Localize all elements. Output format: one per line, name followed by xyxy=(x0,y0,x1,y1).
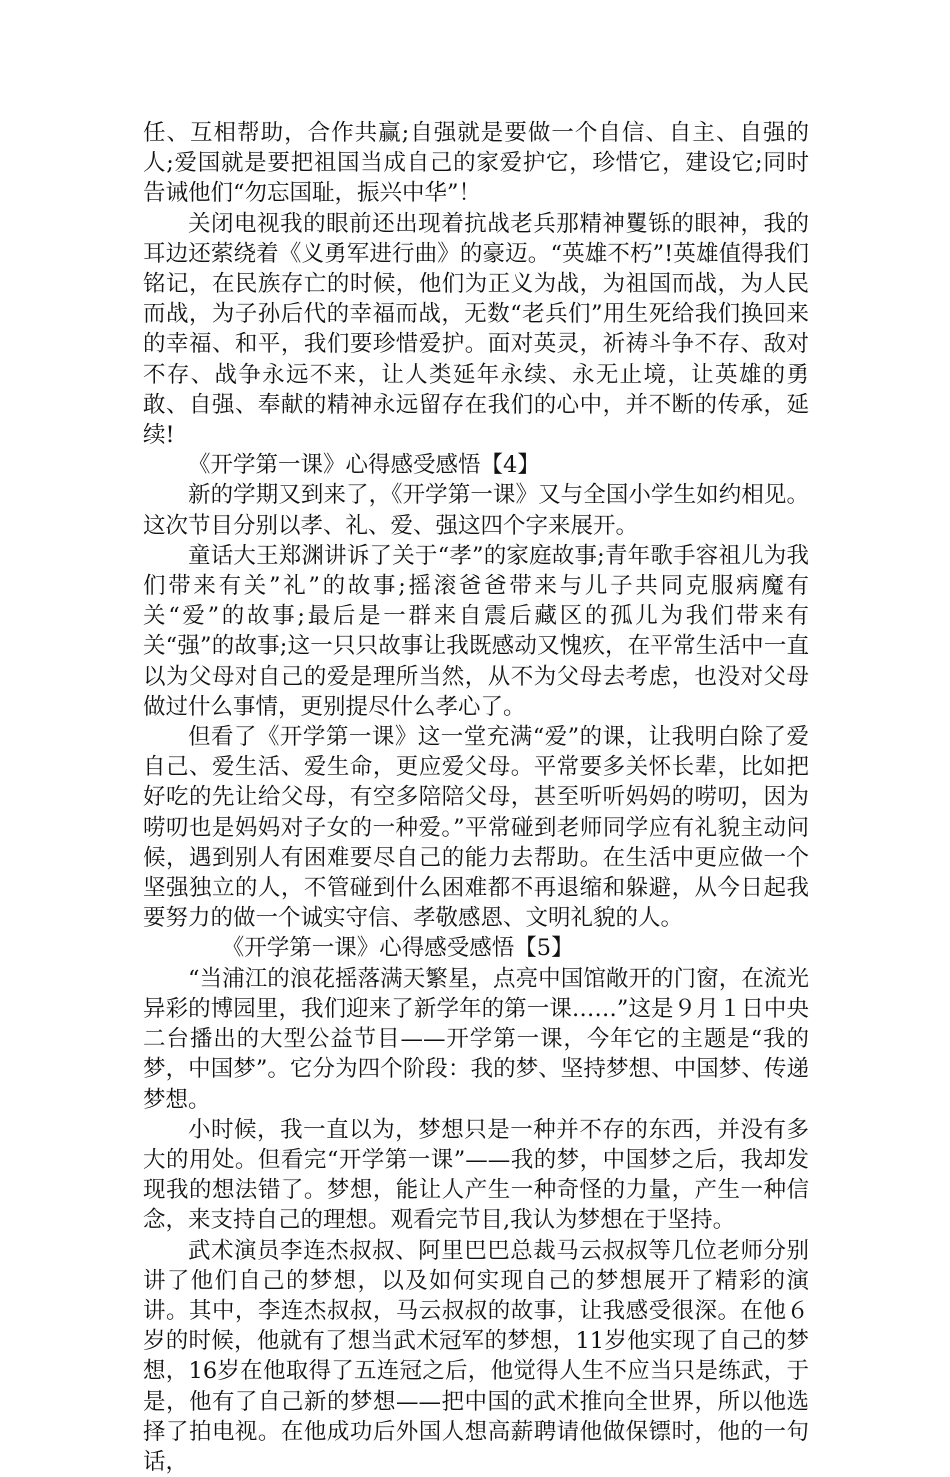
section-heading-5: 《开学第一课》心得感受感悟【5】 xyxy=(221,935,574,962)
paragraph: “当浦江的浪花摇落满天繁星，点亮中国馆敞开的门窗，在流光异彩的博园里，我们迎来了新学年的第一课……”这是９月１日中央二台播出的大型公益节目——开学第一课，今年它的主题是“我的梦，中国梦”。它分为四个阶段：我的梦、坚持梦想、中国梦、传递梦想。 xyxy=(143,965,809,1113)
paragraph: 关闭电视我的眼前还出现着抗战老兵那精神矍铄的眼神，我的耳边还萦绕着《义勇军进行曲》的豪迈。“英雄不朽”!英雄值得我们铭记，在民族存亡的时候，他们为正义为战，为祖国而战，为人民而战，为子孙后代的幸福而战，无数“老兵们”用生死给我们换回来的幸福、和平，我们要珍惜爱护。面对英灵，祈祷斗争不存、敌对不存、战争永远不来，让人类延年永续、永无止境，让英雄的勇敢、自强、奉献的精神永远留存在我们的心中，并不断的传承，延续! xyxy=(143,210,809,449)
document-body xyxy=(143,118,809,1477)
section-heading-4: 《开学第一课》心得感受感悟【4】 xyxy=(188,452,540,479)
paragraph: 武术演员李连杰叔叔、阿里巴巴总裁马云叔叔等几位老师分别讲了他们自己的梦想，以及如何实现自己的梦想展开了精彩的演讲。其中，李连杰叔叔，马云叔叔的故事，让我感受很深。在他６岁的时候，他就有了想当武术冠军的梦想，11岁他实现了自己的梦想，16岁在他取得了五连冠之后，他觉得人生不应当只是练武，于是，他有了自己新的梦想——把中国的武术推向全世界，所以他选择了拍电视。在他成功后外国人想高薪聘请他做保镖时，他的一句话， xyxy=(143,1237,809,1475)
paragraph-continued: 任、互相帮助，合作共赢;自强就是要做一个自信、自主、自强的人;爱国就是要把祖国当成自己的家爱护它，珍惜它，建设它;同时告诫他们“勿忘国耻，振兴中华”！ xyxy=(143,120,809,207)
paragraph: 但看了《开学第一课》这一堂充满“爱”的课，让我明白除了爱自己、爱生活、爱生命，更应爱父母。平常要多关怀长辈，比如把好吃的先让给父母，有空多陪陪父母，甚至听听妈妈的唠叨，因为唠叨也是妈妈对子女的一种爱。”平常碰到老师同学应有礼貌主动问候，遇到别人有困难要尽自己的能力去帮助。在生活中更应做一个坚强独立的人，不管碰到什么困难都不再退缩和躲避，从今日起我要努力的做一个诚实守信、孝敬感恩、文明礼貌的人。 xyxy=(143,724,809,932)
paragraph: 童话大王郑渊讲诉了关于“孝”的家庭故事;青年歌手容祖儿为我们带来有关”礼”的故事;摇滚爸爸带来与儿子共同克服病魔有关“爱”的故事;最后是一群来自震后藏区的孤儿为我们带来有关“强”的故事;这一只只故事让我既感动又愧疚，在平常生活中一直以为父母对自己的爱是理所当然，从不为父母去考虑，也没对父母做过什么事情，更别提尽什么孝心了。 xyxy=(143,542,809,720)
paragraph: 小时候，我一直以为，梦想只是一种并不存的东西，并没有多大的用处。但看完“开学第一课”——我的梦，中国梦之后，我却发现我的想法错了。梦想，能让人产生一种奇怪的力量，产生一种信念，来支持自己的理想。观看完节目,我认为梦想在于坚持。 xyxy=(143,1116,809,1234)
paragraph: 新的学期又到来了，《开学第一课》又与全国小学生如约相见。这次节目分别以孝、礼、爱、强这四个字来展开。 xyxy=(143,482,809,539)
